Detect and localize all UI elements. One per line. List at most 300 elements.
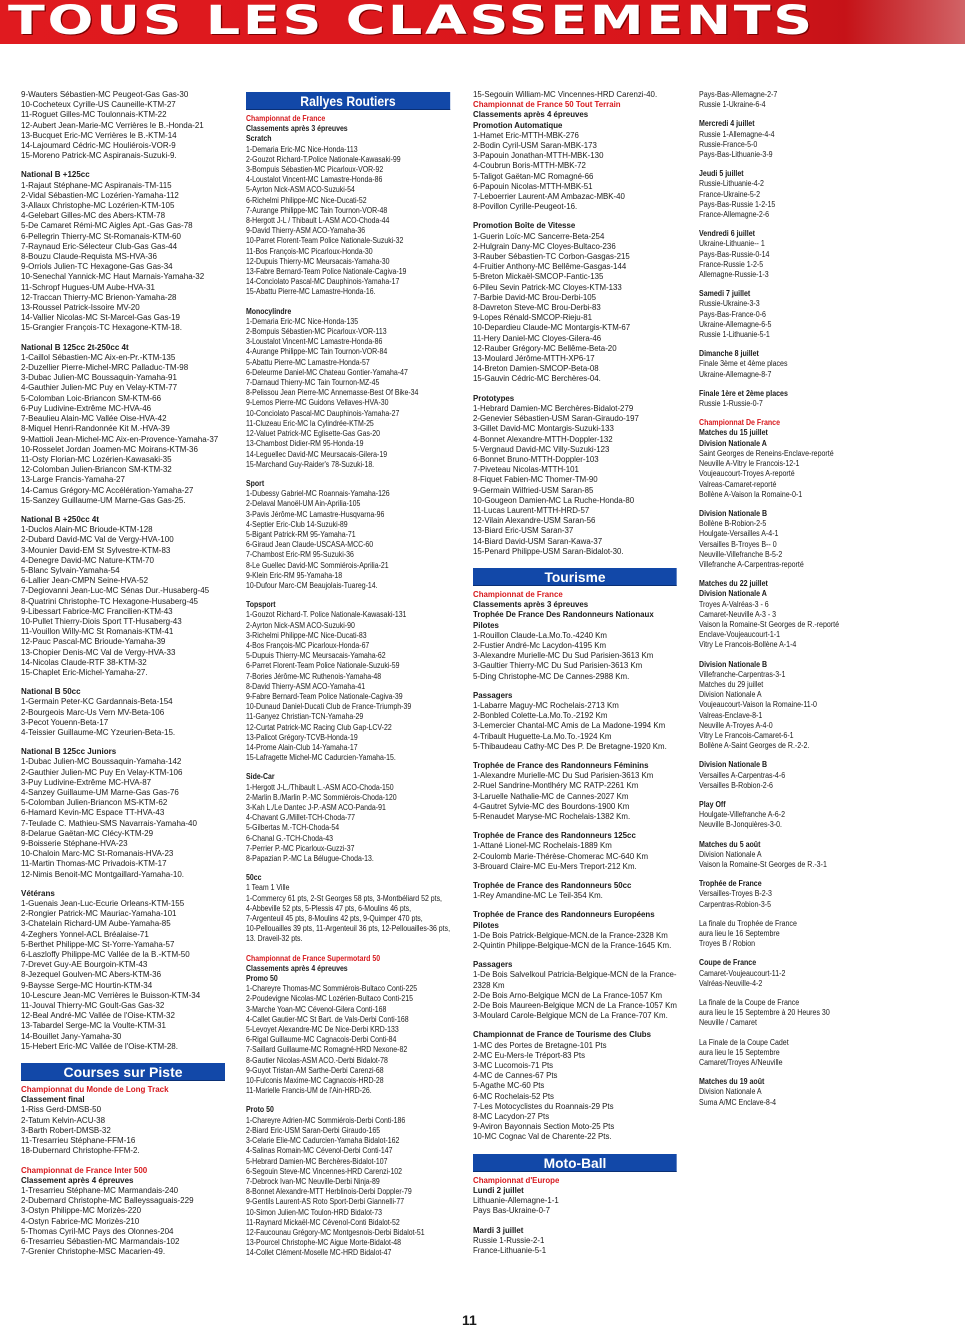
category-heading: Classements après 3 épreuves [246,124,348,134]
championship-title: Championnat de France [246,114,326,123]
results-column-3 [473,90,677,1280]
category-heading: Passagers [473,690,513,700]
result-line: 11-Lucas Laurent-MTTH-HRD-57 [473,505,590,515]
result-line: 11-Raynard Mickaël-MC Cévenol-Conti Bidalot-52 [246,1217,400,1227]
result-line: 9-Lemos Pierre-MC Guidons Vellaves-HVA-30 [246,398,389,408]
category-heading: Promotion Boîte de Vitesse [473,221,576,231]
result-line: 11-Martin Thomas-MC Privadois-KTM-17 [21,859,167,869]
result-line: 2-Hulgrain Dany-MC Cloyes-Bultaco-236 [473,241,616,251]
result-line: 3-Kah L./Le Dantec J-P.-ASM ACO-Panda-91 [246,803,386,812]
result-line: 4-Bonnet Alexandre-MTTH-Doppler-132 [473,434,613,444]
result-line: Troyes A-Valréas-3 - 6 [699,599,769,609]
spacer [473,872,677,881]
result-line: 7-Saillard Guillaume-MC Romagné-HRD Nexone-82 [246,1045,408,1055]
result-line: Pays Bas-Ukraine-0-7 [473,1206,551,1216]
result-line: 6-Puy Ludivine-Extrême MC-HVA-46 [21,403,152,413]
result-line: 9-Baysse Serge-MC Hourtin-KTM-34 [21,980,153,990]
spacer [21,334,225,343]
result-line: Pays-Bas-Russie-0-14 [699,249,770,259]
result-line: 10-Dufour Marc-CM Beaujolais-Tuareg-14. [246,580,378,590]
spacer [699,949,839,958]
championship-title: Championnat de France Inter 500 [21,1165,148,1175]
result-line: 13-Chambost Didier-RM 95-Honda-19 [246,439,364,449]
result-line: 14-Nicolas Claude-RTF 38-KTM-32 [21,657,147,667]
category-heading: Jeudi 5 juillet [699,169,744,179]
result-line: France-Ukraine-5-2 [699,189,761,199]
result-line: 8-Jezequel Goulven-MC Abers-KTM-36 [21,970,162,980]
results-column-2 [246,90,450,1280]
result-line: 2-Bodin Cyril-USM Saran-MBK-173 [473,141,597,151]
result-line: Voujeaucourt-Vaison la Romaine-11-0 [699,700,817,710]
result-line: 1-Hamet Eric-MTTH-MBK-276 [473,130,579,140]
result-line: Russie 1-Russie-0-7 [699,399,763,409]
category-heading: Division Nationale A [699,589,767,599]
category-heading: 50cc [246,873,262,883]
result-line: La Finale de la Coupe Cadet [699,1037,789,1047]
spacer [699,1068,839,1077]
result-line: 1-Chareyre Thomas-MC Sommiérois-Bultaco Conti-225 [246,984,418,994]
result-line: 2-Bompuis Sébastien-MC Picarloux-VOR-113 [246,327,387,337]
result-line: Ukraine-Lithuanie-- 1 [699,239,765,249]
result-line: 11-Osty Florian-MC Lozérien-Kawasaki-35 [21,454,172,464]
result-line: 12-Traccan Thierry-MC Brienon-Yamaha-28 [21,292,177,302]
result-line: 14-Leguellec David-MC Meursacais-Gilera-19 [246,449,388,459]
category-heading: Pilotes [473,620,499,630]
result-line: 8-Hergott J-L / Thibault L-ASM ACO-Choda-44 [246,216,390,226]
spacer [699,651,839,660]
result-line: 10-Pellouailles 39 pts, 11-Argenteuil 36 pts, 12-Pellouailles-36 pts, [246,924,450,934]
result-line: 14-Biard David-USM Saran-Kawa-37 [473,536,603,546]
result-line: 10-Rosselet Jordan Joamen-MC Moirans-KTM-36 [21,444,198,454]
result-line: 7-Barbie David-MC Brou-Derbi-105 [473,292,596,302]
category-heading: Matches du 19 août [699,1077,765,1087]
result-line: 5-Vergnaud David-MC Villy-Suzuki-123 [473,444,610,454]
category-heading: Division Nationale B [699,760,768,770]
result-line: 4-Salinas Romain-MC Cévenol-Derbi Conti-147 [246,1146,393,1156]
category-heading: Passagers [473,960,513,970]
results-column-4 [699,90,839,1280]
result-line: Saint Georges de Reneins-Enclave-reporté [699,448,834,458]
result-line: 13-Bucquet Eric-MC Verrières le B.-KTM-14 [21,130,177,140]
category-heading: Pilotes [473,920,499,930]
spacer [699,220,839,229]
result-line: 3-Pavis Jérôme-MC Lamastre-Husqvarna-96 [246,509,385,519]
result-line: Voujeaucourt-Troyes A-reporté [699,469,795,479]
result-line: 10-Chaloin Marc-MC St-Romanais-HVA-23 [21,849,174,859]
result-line: 2328 Km [473,980,505,990]
result-line: 5-Agathe MC-60 Pts [473,1081,545,1091]
result-line: 12-Beal André-MC Vallée de l'Oise-KTM-32 [21,1011,175,1021]
result-line: Russie 1-Ukraine-6-4 [699,100,766,110]
results-column-1 [21,90,225,1280]
result-line: Suma A/MC Enclave-8-4 [699,1097,777,1107]
result-line: 14-Collet Clément-Moselle MC-HRD Bidalot-47 [246,1248,392,1258]
result-line: 15-Sanzey Guillaume-UM Marne-Gas Gas-25. [21,495,186,505]
category-heading: Promo 50 [246,974,278,984]
result-line: France-Lithuanie-5-1 [473,1245,547,1255]
spacer [699,870,839,879]
spacer [246,864,450,873]
result-line: 14-Prome Alain-Club 14-Yamaha-17 [246,742,358,752]
result-line: 9-Klein Eric-RM 95-Yamaha-18 [246,570,343,580]
spacer [699,910,839,919]
category-heading: Monocylindre [246,306,292,316]
category-heading: Topsport [246,600,276,610]
result-line: 12-Dupuis Thierry-MC Meursacais-Yamaha-30 [246,256,390,266]
result-line: 4-Coubrun Boris-MTTH-MBK-72 [473,161,586,171]
result-line: 1-Chareyre Adrien-MC Sommiérois-Derbi Conti-186 [246,1115,406,1125]
result-line: Division Nationale A [699,690,762,700]
spacer [473,1143,677,1152]
result-line: 7-Aurange Philippe-MC Tain Tournon-VOR-48 [246,205,388,215]
result-line: 4-Sanzey Guillaume-UM Marne-Gas Gas-76 [21,788,179,797]
result-line: 2-Coulomb Marie-Thérèse-Chomerac MC-640 Km [473,851,649,861]
result-line: Houlgate-Villefranche A-6-2 [699,810,785,820]
spacer [21,1052,225,1061]
category-heading: National B +125cc [21,170,90,180]
result-line: 2-Dubernard Christophe-MC Balleyssaguais-229 [21,1196,194,1206]
result-line: 15-Penard Philippe-USM Saran-Bidalot-30. [473,546,624,556]
result-line: 2-Ruel Sandrine-Montlhéry MC RATP-2261 Km [473,781,639,791]
result-line: 2-Gouzot Richard-T.Police Nationale-Kawasaki-99 [246,154,401,164]
result-line: 5-Taligot Gaëtan-MC Romagné-66 [473,171,594,181]
result-line: Russie-France-5-0 [699,139,758,149]
category-heading: Samedi 7 juillet [699,289,751,299]
spacer [699,791,839,800]
page-number: 11 [462,1312,477,1328]
result-line: 5-Ding Christophe-MC De Cannes-2988 Km. [473,671,630,681]
result-line: 6-Segouin Steve-MC Vincennes-HRD Carenzi-102 [246,1166,403,1176]
result-line: 1-Gouzot Richard-T. Police Nationale-Kawasaki-131 [246,610,407,620]
result-line: 9-Gentils Laurent-AS Roto Sport-Derbi Giannelli-77 [246,1197,405,1207]
result-line: 6-Lallier Jean-CMPN Seine-HVA-52 [21,576,149,586]
category-heading: Sport [246,478,265,488]
result-line: 7-Drevet Guy-AE Bourgoin-KTM-43 [21,960,148,970]
result-line: 1 Team 1 Ville [246,883,290,893]
result-line: 9-Fabre Bernard-Team Police Nationale-Cagiva-39 [246,691,403,701]
result-line: Neuville A-Troyes A-4-0 [699,720,773,730]
result-line: 2-Ayrton Nick-ASM ACO-Suzuki-90 [246,620,355,630]
result-line: 6-Laszloffy Philippe-MC Vallée de la B.-KTM-50 [21,950,190,960]
result-line: Enclave-Voujeaucourt-1-1 [699,630,781,640]
result-line: 1-Rajaut Stéphane-MC Aspiranais-TM-115 [21,180,172,190]
result-line: 4-Callet Gautier-MC St Bart. de Vals-Derbi Conti-168 [246,1014,409,1024]
result-line: 15-Marchand Guy-Raider's 78-Suzuki-18. [246,459,375,469]
result-line: 2-Duzellier Pierre-Michel-MRC Palladuc-TM-98 [21,363,189,373]
championship-title: Championnat du Monde de Long Track [21,1085,169,1095]
result-line: Lithuanie-Allemagne-1-1 [473,1196,559,1206]
spacer [21,1157,225,1166]
result-line: Division Nationale A [699,1087,762,1097]
result-line: 13-Palicot Grégory-TCVB-Honda-19 [246,732,358,742]
result-line: 1-Demaria Eric-MC Nice-Honda-113 [246,144,358,154]
result-line: 5-Bigant Patrick-RM 95-Yamaha-71 [246,529,356,539]
category-heading: Prototypes [473,393,515,403]
result-line: 3-Rauber Sébastien-TC Corbon-Gasgas-215 [473,252,630,262]
result-line: 2-Bonbled Colette-La.Mo.To.-2192 Km [473,711,608,721]
section-banner: Courses sur Piste [21,1063,225,1081]
result-line: Camaret-Neuville A-3 - 3 [699,609,777,619]
category-heading: Vétérans [21,888,55,898]
result-line: Neuville B-Jonquières-3-0. [699,820,782,830]
result-line: Carpentras-Robion-3-5 [699,899,772,909]
result-line: 1-Demaria Eric-MC Nice-Honda-135 [246,316,359,326]
result-line: 9-Mattioli Jean-Michel-MC Aix-en-Provence-Yamaha-37 [21,434,219,444]
result-line: Versailles A-Carpentras-4-6 [699,770,786,780]
result-line: 8-Fiquet Fabien-MC Thomer-TM-90 [473,475,598,485]
result-line: 6-Richelmi Philippe-MC Nice-Ducati-52 [246,195,367,205]
result-line: 9-Guyot Tristan-AM Sarthe-Derbi Carenzi-68 [246,1065,384,1075]
spacer [246,470,450,479]
category-heading: Classements après 4 épreuves [473,110,589,120]
result-line: Valreas-Camaret-reporté [699,479,777,489]
result-line: 5-Colomban Loic-Briancon SM-KTM-66 [21,393,162,403]
result-line: Russie 1-Lithuanie-5-1 [699,330,770,340]
result-line: La finale du Trophée de France [699,918,797,928]
result-line: 10-Senechal Yannick-MC Haut Marnais-Yamaha-32 [21,272,205,282]
result-line: 5-Gilbertas M.-TCH-Choda-54 [246,823,340,833]
result-line: 6-Pileu Sevin Patrick-MC Cloyes-KTM-133 [473,282,622,292]
result-line: 5-Renaudet Maryse-MC Rochelais-1382 Km. [473,812,631,821]
result-line: 4-Tribault Huguette-La.Mo.To.-1924 Km [473,731,612,741]
result-line: 2-Delaval Manoël-UM Ain-Aprilia-105 [246,499,361,509]
result-line: 8-Delarue Gaëtan-MC Clécy-KTM-29 [21,828,154,838]
page-title: TOUS LES CLASSEMENTS [8,0,815,44]
result-line: 11-Ganyez Christian-TCN-Yamaha-29 [246,712,364,722]
category-heading: Scratch [246,134,272,144]
result-line: 7-Degiovanni Jean-Luc-MC Sénas Dur.-Husaberg-45 [21,586,210,596]
result-line: 1-Dubac Julien-MC Boussaquin-Yamaha-142 [21,757,182,767]
section-banner: Moto-Ball [473,1154,677,1172]
spacer [473,901,677,910]
result-line: 10-Simon Julien-MC Toulon-HRD Bidalot-73 [246,1207,382,1217]
result-line: 14-Breton Damien-SMCOP-Beta-08 [473,364,599,374]
category-heading: Mercredi 4 juillet [699,119,755,129]
result-line: 1-Duclos Alain-MC Brioude-KTM-128 [21,525,153,535]
result-line: Neuville A-Vitry le Francois-12-1 [699,459,800,469]
result-line: aura lieu le 15 Septembre [699,1047,780,1057]
result-line: 15-Chaplet Eric-Michel-Yamaha-27. [21,667,148,677]
result-line: 2-Vidal Sébastien-MC Lozérien-Yamaha-112 [21,190,179,200]
spacer [699,500,839,509]
result-line: 12-Aubert Jean-Marie-MC Verrières le B.-Honda-21 [21,120,204,130]
result-line: 3-Dubac Julien-MC Boussaquin-Yamaha-91 [21,373,177,383]
result-line: 6-Chanal G.-TCH-Choda-43 [246,833,333,843]
result-line: 6-MC Rochelais-52 Pts [473,1091,554,1101]
result-line: 1-Hergott J-L./Thibault L.-ASM ACO-Choda-150 [246,782,394,792]
spacer [473,557,677,566]
result-line: 1-Riss Gerd-DMSB-50 [21,1105,102,1115]
result-line: Bollène A-Vaison la Romaine-0-1 [699,489,803,499]
result-line: 11-Cluzeau Eric-MC la Cylindrée-KTM-25 [246,418,374,428]
result-line: 11-Marielle Francis-UM de l'Ain-HRD-26. [246,1086,372,1096]
result-line: Neuville-Villefranche B-5-2 [699,549,783,559]
category-heading: Trophée de France des Randonneurs Féminins [473,760,649,770]
result-line: 1-Germain Peter-KC Gardannais-Beta-154 [21,697,173,707]
result-line: Versailles-Troyes B-2-3 [699,889,772,899]
result-line: 1-De Bois Salvelkoul Patricia-Belgique-MCN de la France- [473,970,677,980]
result-line: 7-Grenier Christophe-MSC Macarien-49. [21,1247,166,1257]
result-line: 8-Le Guellec David-MC Sommiérois-Aprilia-21 [246,560,389,570]
result-line: 11-Jouval Thierry-MC Goult-Gas Gas-32 [21,1001,165,1011]
championship-title: Championnat d'Europe [473,1175,560,1185]
category-heading: Trophée de France des Randonneurs Européens [473,910,655,920]
result-line: 7-Darnaud Thierry-MC Tain Tournon-MZ-45 [246,378,380,388]
category-heading: Trophée de France des Randonneurs 50cc [473,881,632,891]
spacer [699,570,839,579]
result-line: 15-Moreno Patrick-MC Aspiranais-Suzuki-9. [21,151,177,161]
category-heading: National B 125cc 2t-250cc 4t [21,342,129,352]
championship-title: Championnat De France [699,418,780,428]
result-line: Versailles B-Troyes B-- 0 [699,539,777,549]
result-line: 7-Raynaud Eric-Sélecteur Club-Gas Gas-44 [21,241,178,251]
result-line: Pays-Bas-Russie 1-2-15 [699,199,776,209]
result-line: 13-Roussel Patrick-Issoire MV-20 [21,303,140,313]
result-line: 18-Dubernard Christophe-FFM-2. [21,1146,140,1156]
result-line: 1-Caillol Sébastien-MC Aix-en-Pr.-KTM-135 [21,352,176,362]
result-line: 13-Fabre Bernard-Team Police Nationale-Cagiva-19 [246,267,407,277]
result-line: 4-Teissier Guillaume-MC Yzeurien-Beta-15. [21,727,176,737]
result-line: Pays-Bas-Allemagne-2-7 [699,90,778,99]
category-heading: Vendredi 6 juillet [699,229,755,239]
result-line: 2-Poudevigne Nicolas-MC Lozérien-Bultaco Conti-215 [246,994,414,1004]
result-line: France-Russie 1-2-5 [699,259,764,269]
category-heading: Championnat de France de Tourisme des Clubs [473,1030,651,1040]
category-heading: Division Nationale B [699,659,768,669]
result-line: 1-MC des Portes de Bretagne-101 Pts [473,1040,607,1050]
result-line: 11-Tresarrieu Stéphane-FFM-16 [21,1136,136,1146]
spacer [246,763,450,772]
result-line: 4-Septier Eric-Club 14-Suzuki-89 [246,519,348,529]
result-line: 9-Libessart Fabrice-MC Francilien-KTM-43 [21,606,173,616]
result-line: 12-Valuet Patrick-MC Eglisette-Gas Gas-20 [246,429,381,439]
result-line: 8-Miquel Henri-Randonnée Kit M.-HVA-39 [21,424,170,434]
result-line: Russie 1-Russie-2-1 [473,1235,545,1245]
result-line: 13-Tabardel Serge-MC la Voulte-KTM-31 [21,1021,166,1031]
result-line: Versailles B-Robion-2-6 [699,780,773,790]
page-banner [0,0,965,44]
result-line: 15-Grangier François-TC Hexagone-KTM-18. [21,323,182,333]
result-line: 5-Abattu Pierre-MC Lamastre-Honda-57 [246,357,370,367]
result-line: 11-Hery Daniel-MC Cloyes-Gilera-46 [473,333,602,343]
result-line: 8-MC Lacydon-27 Pts [473,1112,550,1122]
spacer [21,161,225,170]
result-line: 13-Moulard Jérôme-MTTH-XP6-17 [473,354,595,364]
spacer [473,752,677,761]
result-line: 3-Gaultier Thierry-MC Du Sud Parisien-3613 Km [473,661,643,671]
result-line: aura lieu le 16 Septembre [699,929,780,939]
result-line: 3-Allaux Christophe-MC Lozérien-KTM-105 [21,201,175,211]
result-line: 8-Povillon Cyrille-Peugeot-16. [473,202,578,212]
result-line: 1-Commercy 61 pts, 2-St Georges 58 pts, 3-Montbéliard 52 pts, [246,893,442,903]
result-line: 4-Gelebart Gilles-MC des Abers-KTM-78 [21,211,166,221]
result-line: 4-Loustalot Vincent-MC Lamastre-Honda-86 [246,175,383,185]
result-line: 9-Lopes Rénald-SMCOP-Rieju-81 [473,313,593,323]
result-line: 6-Bonnet Bruno-MTTH-Doppler-103 [473,454,599,464]
result-line: 1-De Bois Patrick-Belgique-MCN.de la France-2328 Km [473,930,668,940]
result-line: 11-Schropf Hugues-UM Aube-HVA-31 [21,282,155,292]
category-heading: Coupe de France [699,958,757,968]
result-line: 9-Boisserie Stéphane-HVA-23 [21,839,128,849]
result-line: 5-De Camaret Rémi-MC Aigles Apt.-Gas Gas-78 [21,221,193,231]
result-line: 4-Denegre David-MC Nature-KTM-70 [21,555,154,565]
result-line: Villefranche A-Carpentras-reporté [699,559,804,569]
result-line: 6-Papouin Nicolas-MTTH-MBK-51 [473,181,593,191]
result-line: 3-Alexandre Murielle-MC Du Sud Parisien-3613 Km [473,651,654,661]
category-heading: Classement final [21,1095,85,1105]
result-line: 6-Tresarrieu Sébastien-MC Marmandais-102 [21,1236,180,1246]
result-line: 3-Barth Robert-DMSB-32 [21,1125,111,1135]
result-line: 3-Gillet David-MC Montargis-Suzuki-133 [473,424,614,434]
category-heading: Classement après 4 épreuves [21,1175,134,1185]
result-line: 8-Bonnet Alexandre-MTT Herblinois-Derbi Doppler-79 [246,1187,412,1197]
spacer [473,682,677,691]
spacer [699,380,839,389]
result-line: 8-Bouzu Claude-Requista MS-HVA-36 [21,252,157,262]
result-line: 13-Chopier Denis-MC Val de Vergy-HVA-33 [21,647,176,657]
result-line: La finale de la Coupe de France [699,998,800,1008]
result-line: 2-Fustier André-Mc Lacydon-4195 Km [473,640,607,650]
result-line: Ukraine-Allemagne-8-7 [699,369,772,379]
result-line: Division Nationale A [699,849,762,859]
result-line: 2-De Bois Maureen-Belgique MCN de La France-1057 Km [473,1001,677,1011]
result-line: 3-Puy Ludivine-Extrême MC-HVA-87 [21,777,152,787]
result-line: 7-Piveteau Nicolas-MTTH-101 [473,465,579,475]
result-line: 7-Argenteuil 45 pts, 8-Moulins 42 pts, 9-Quimper 470 pts, [246,914,423,924]
spacer [246,1096,450,1105]
result-line: 2-Quintin Philippe-Belgique-MCN de la France-1645 Km. [473,941,672,951]
result-line: 5-Blanc Sylvain-Yamaha-54 [21,565,120,575]
result-line: 7-Bories Jérôme-MC Ruthenois-Yamaha-48 [246,671,382,681]
category-heading: National B +250cc 4t [21,514,100,524]
result-line: 10-Cocheteux Cyrille-US Cauneille-KTM-27 [21,100,176,110]
result-line: Ukraine-Allemagne-6-5 [699,319,772,329]
result-line: 14-Vallier Nicolas-MC St-Marcel-Gas Gas-19 [21,313,180,323]
result-line: 6-Parret Florent-Team Police Nationale-Suzuki-59 [246,661,400,671]
result-line: 6-Rigal Guillaume-MC Cagnacois-Derbi Conti-84 [246,1035,397,1045]
result-line: 1-Guenais Jean-Luc-Ecurie Orleans-KTM-155 [21,899,185,909]
result-line: 1-Dubessy Gabriel-MC Roannais-Yamaha-126 [246,489,390,499]
result-line: 10-Conciolato Pascal-MC Dauphinois-Yamaha-27 [246,408,400,418]
result-line: 6-Pellegrin Thierry-MC St-Romanais-KTM-60 [21,231,181,241]
spacer [699,831,839,840]
result-line: 2-Dubard David-MC Val de Vergy-HVA-100 [21,535,174,545]
result-line: Camaret/Troyes A/Neuville [699,1058,783,1068]
result-line: 12-Nimis Benoit-MC Montgaillard-Yamaha-10. [21,869,185,879]
result-line: 6-Deleurme Daniel-MC Chateau Gontier-Yamaha-47 [246,367,408,377]
result-line: France-Allemagne-2-6 [699,210,770,220]
result-line: Finale 3ème et 4ème places [699,359,788,369]
spacer [699,340,839,349]
category-heading: Trophée de France des Randonneurs 125cc [473,831,636,841]
spacer [699,989,839,998]
category-heading: Finale 1ère et 2ème places [699,388,788,398]
result-line: 8-Gautier Nicolas-ASM ACO.-Derbi Bidalot-78 [246,1055,388,1065]
result-line: Valreas-Enclave-8-1 [699,710,763,720]
result-line: 4-Ostyn Fabrice-MC Morizès-210 [21,1216,140,1226]
result-line: 9-Wauters Sébastien-MC Peugeot-Gas Gas-30 [21,90,189,99]
spacer [473,385,677,394]
result-line: 3-Loustalot Vincent-MC Lamastre-Honda-86 [246,337,383,347]
result-line: 8-Papazian P.-MC La Bélugue-Choda-13. [246,854,374,864]
result-line: 5-Colomban Julien-Briancon MS-KTM-62 [21,798,168,808]
category-heading: Division Nationale B [699,508,768,518]
result-line: 10-Dunaud Daniel-Ducati Club de France-Triumph-39 [246,702,412,712]
result-line: 5-Breton Mickaël-SMCOP-Fantic-135 [473,272,604,282]
spacer [699,751,839,760]
result-line: 3-Brouard Claire-MC Eu-Mers Treport-212 Km. [473,861,637,871]
result-line: 13-Large Francis-Yamaha-27 [21,475,125,485]
